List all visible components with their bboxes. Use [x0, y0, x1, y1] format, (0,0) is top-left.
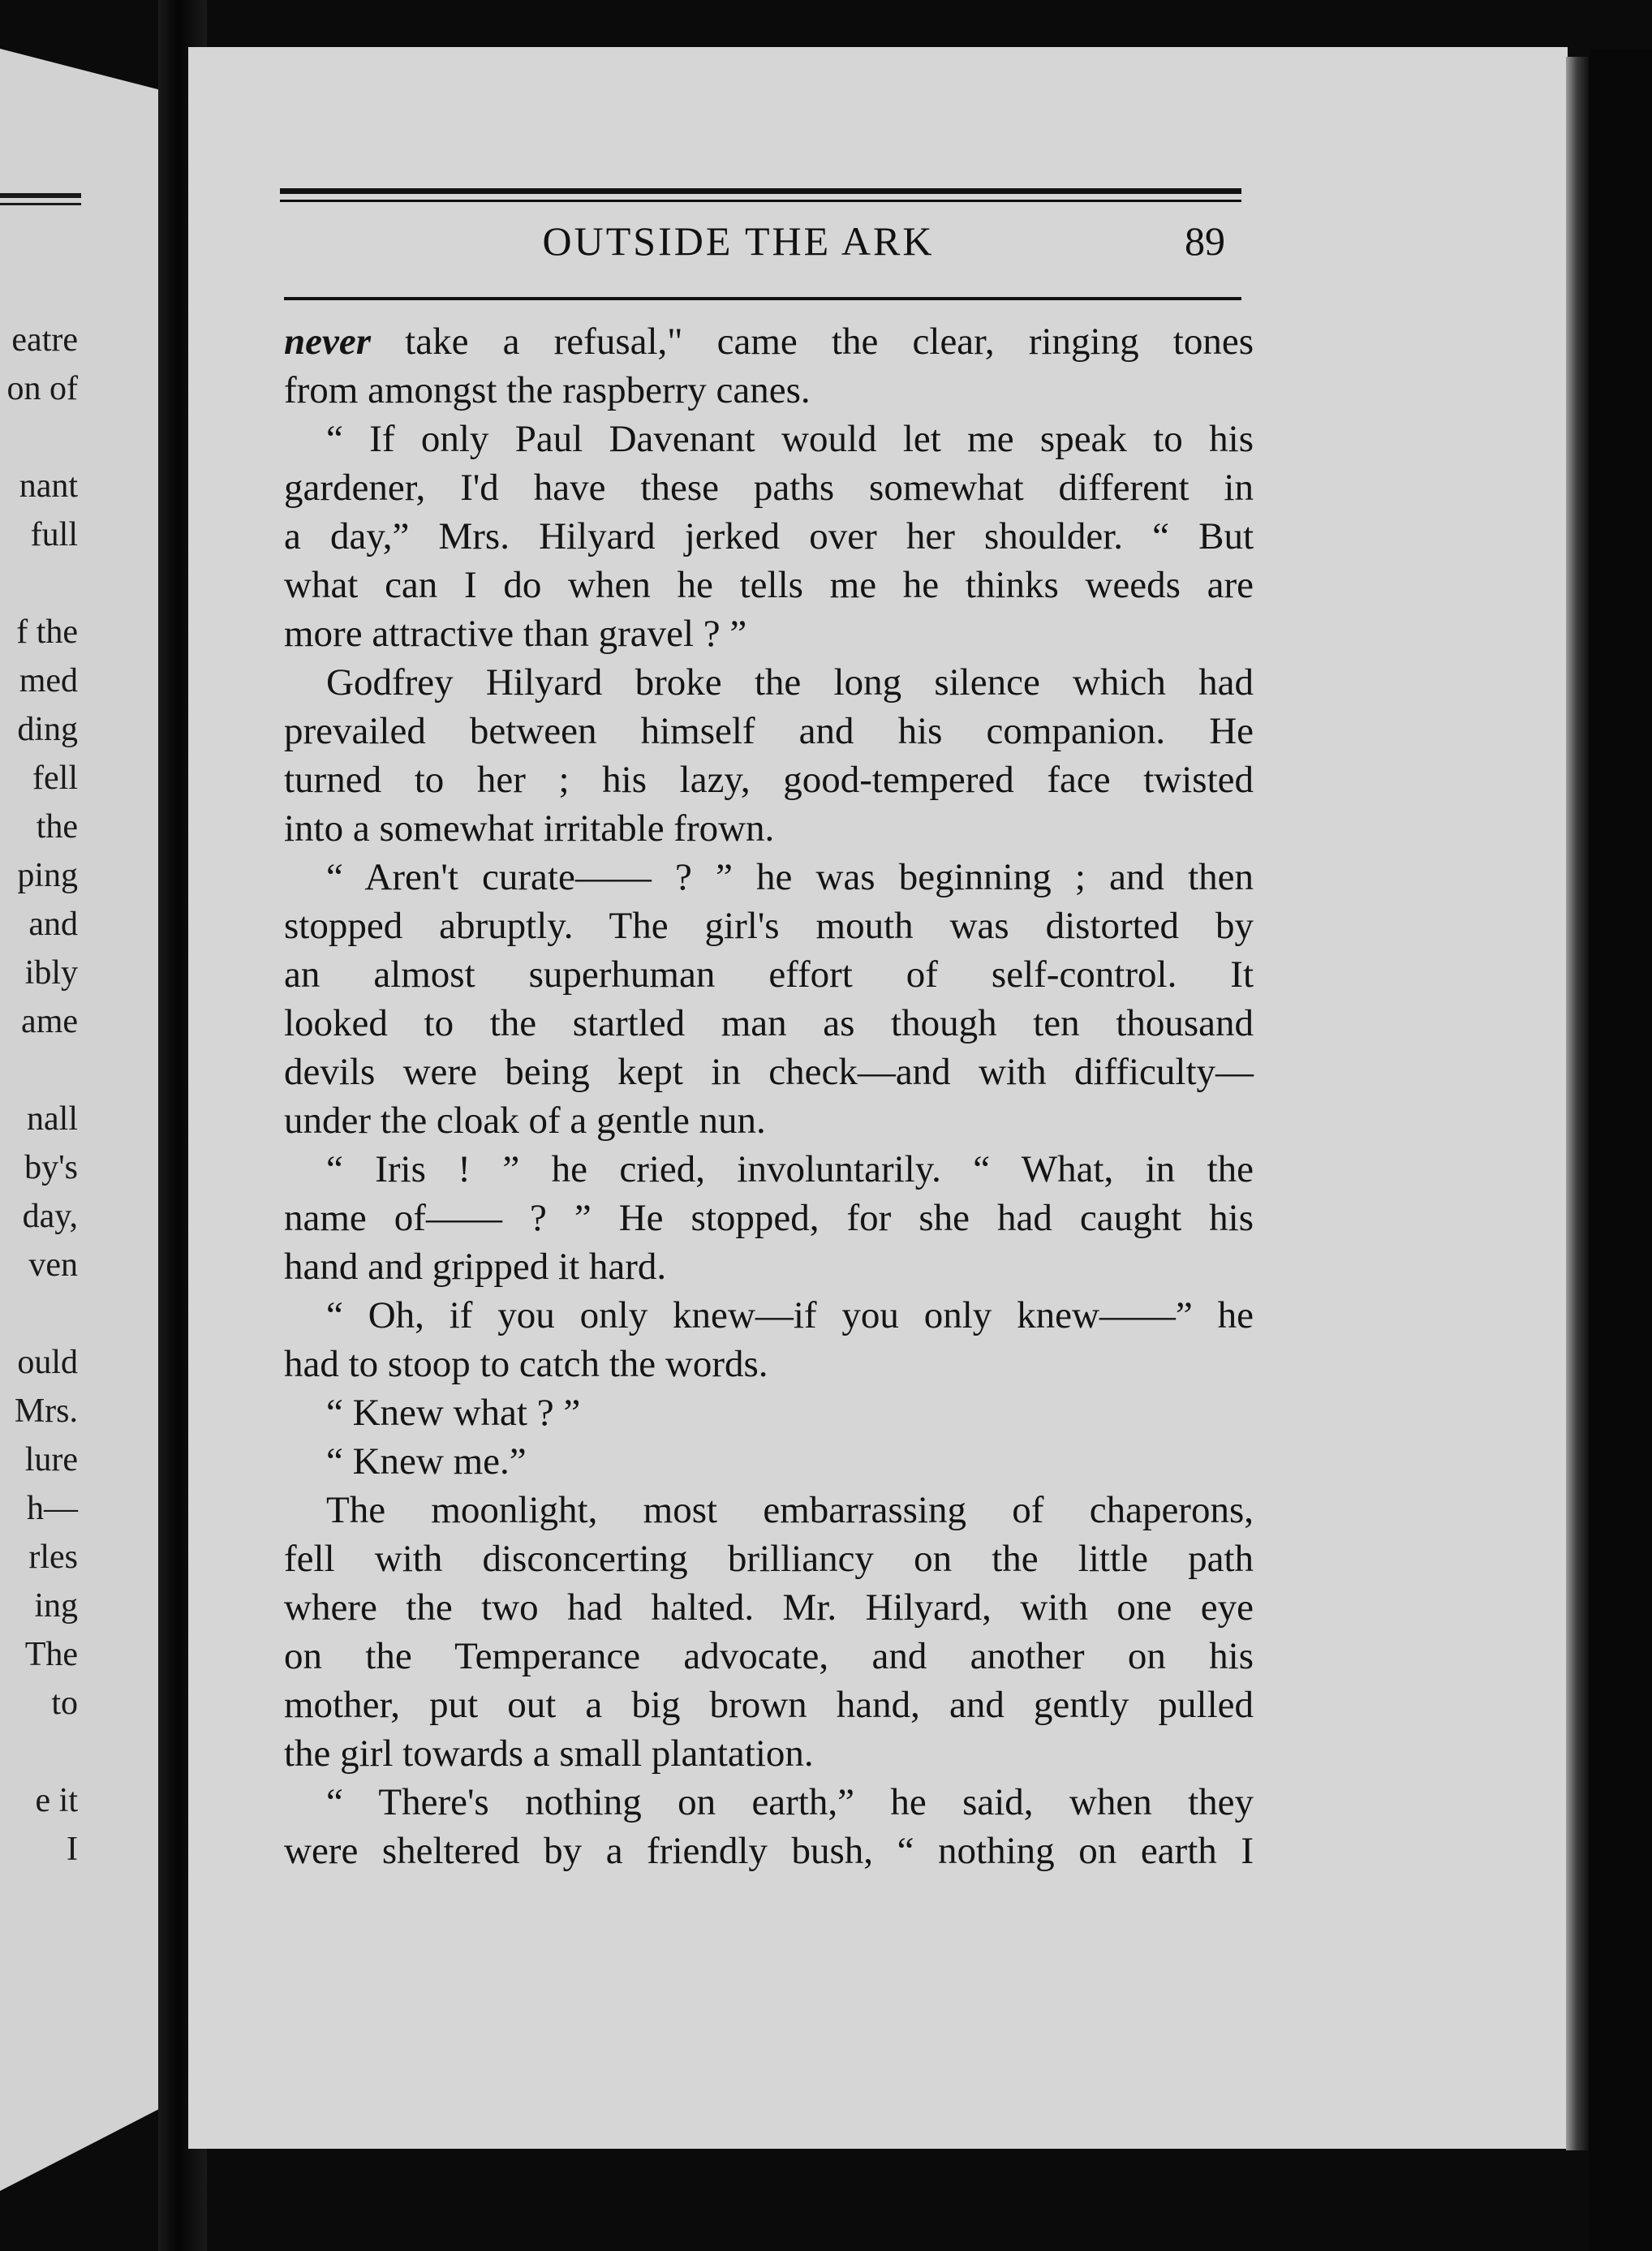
left-page-fragment: Mrs.	[14, 1392, 78, 1430]
text-line-11: into a somewhat irritable frown.	[284, 807, 775, 850]
text-line-31: “ There's nothing on earth,” he said, when they	[326, 1781, 1254, 1823]
left-page-fragment: nant	[19, 467, 78, 505]
left-page-fragment: full	[30, 516, 78, 553]
left-page-fragment: to	[51, 1685, 78, 1722]
text-line-24: “ Knew me.”	[326, 1440, 527, 1483]
text-line-9: prevailed between himself and his companion. He	[284, 710, 1254, 752]
left-page-fragment: by's	[24, 1149, 78, 1186]
left-page-fragment: ing	[34, 1587, 78, 1625]
left-page-fragment: ame	[21, 1003, 78, 1040]
page-edge	[1566, 57, 1589, 2150]
text-line-26: fell with disconcerting brilliancy on the little path	[284, 1538, 1254, 1580]
text-line-23: “ Knew what ? ”	[326, 1392, 581, 1434]
text-line-20: hand and gripped it hard.	[284, 1246, 667, 1288]
left-header-rule-thin	[0, 203, 81, 205]
left-page-fragment: and	[28, 906, 78, 943]
header-rule-bottom	[284, 297, 1241, 300]
text-line-29: mother, put out a big brown hand, and gently pulled	[284, 1684, 1254, 1726]
left-page-fragment: h—	[27, 1490, 78, 1527]
text-line-13: stopped abruptly. The girl's mouth was distorted by	[284, 905, 1254, 947]
running-head: OUTSIDE THE ARK	[542, 218, 935, 264]
text-line-25: The moonlight, most embarrassing of chaperons,	[326, 1489, 1254, 1531]
left-page-fragment: I	[67, 1831, 78, 1868]
left-page-fragment: eatre	[11, 321, 78, 359]
left-page-fragment: The	[24, 1636, 78, 1673]
text-line-18: “ Iris ! ” he cried, involuntarily. “ What, in the	[326, 1148, 1254, 1190]
left-page-fragment: day,	[22, 1198, 78, 1235]
left-page-fragment: f the	[16, 613, 78, 651]
left-page-fragment: ven	[28, 1246, 78, 1284]
left-page-fragment: ould	[17, 1344, 78, 1381]
text-line-6: what can I do when he tells me he thinks weeds are	[284, 564, 1254, 606]
text-line-4: gardener, I'd have these paths somewhat different in	[284, 467, 1254, 509]
left-page-fragment: rles	[28, 1539, 78, 1576]
text-line-3: “ If only Paul Davenant would let me speak to his	[326, 418, 1254, 460]
text-line-8: Godfrey Hilyard broke the long silence which had	[326, 661, 1254, 704]
left-header-rule	[0, 193, 81, 198]
text-line-7: more attractive than gravel ? ”	[284, 613, 747, 655]
text-line-1-rest: take a refusal," came the clear, ringing tones	[371, 321, 1254, 363]
text-line-5: a day,” Mrs. Hilyard jerked over her shoulder. “ But	[284, 515, 1254, 557]
text-line-14: an almost superhuman effort of self-control. It	[284, 953, 1254, 996]
left-page-fragment: lure	[24, 1441, 78, 1478]
italic-word: never	[284, 321, 372, 363]
text-line-32: were sheltered by a friendly bush, “ nothing on earth I	[284, 1830, 1254, 1872]
text-line-2: from amongst the raspberry canes.	[284, 369, 811, 411]
text-line-15: looked to the startled man as though ten thousand	[284, 1002, 1254, 1044]
background-right	[1589, 49, 1652, 2251]
left-page-fragment: e it	[35, 1782, 78, 1819]
text-line-17: under the cloak of a gentle nun.	[284, 1100, 766, 1142]
text-line-10: turned to her ; his lazy, good-tempered face twisted	[284, 759, 1254, 801]
left-page-fragment: on of	[6, 370, 78, 407]
left-page-fragment: ding	[17, 711, 78, 748]
text-line-12: “ Aren't curate—— ? ” he was beginning ; and then	[326, 856, 1254, 898]
left-page-fragment: fell	[32, 760, 78, 797]
left-page-fragment: the	[36, 808, 78, 846]
left-page-fragment: nall	[27, 1100, 78, 1138]
header-rule-thick	[280, 188, 1241, 194]
text-line-22: had to stoop to catch the words.	[284, 1343, 768, 1385]
left-page-fragment: ibly	[24, 954, 78, 992]
text-line-28: on the Temperance advocate, and another on his	[284, 1635, 1254, 1677]
left-page-fragment: med	[19, 662, 78, 699]
text-line-19: name of—— ? ” He stopped, for she had caught his	[284, 1197, 1254, 1239]
text-line-1	[284, 323, 1254, 361]
left-page-fragment: ping	[17, 857, 78, 894]
text-line-27: where the two had halted. Mr. Hilyard, with one eye	[284, 1586, 1254, 1629]
header-rule-thin	[280, 200, 1241, 202]
text-line-21: “ Oh, if you only knew—if you only knew——” he	[326, 1294, 1254, 1336]
page-number: 89	[1185, 218, 1225, 264]
text-line-30: the girl towards a small plantation.	[284, 1732, 814, 1775]
text-line-16: devils were being kept in check—and with difficulty—	[284, 1051, 1254, 1093]
